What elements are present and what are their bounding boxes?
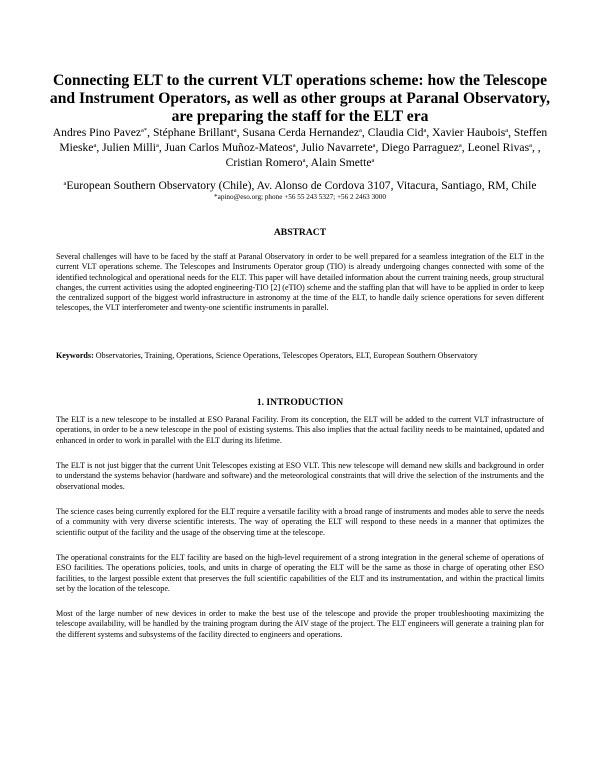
abstract-heading: ABSTRACT bbox=[273, 227, 327, 238]
author-mark: a bbox=[371, 157, 375, 164]
author-name: Andres Pino Pavez bbox=[52, 126, 142, 139]
abstract-text: Several challenges will have to be faced by the staff at Paranal Observatory in order to be well prepared for a seamless integration of the ELT in the current VLT operations scheme. The Telescopes and Instruments Operator group (TIO) is already undergoing changes connected with some of the identified technological and operational needs for the ELT. This paper will have detailed information about the current training needs, group structural changes, the current activities using the adopted engineering-TIO [2] (eTIO) scheme and the staffing plan that will have to be applied in order to keep the centralized support of the biggest world infrastructure in astronomy at the time of the ELT, to handle daily science operations for seven different telescopes, the VLT interferometer and twenty-one scientific instruments in parallel. bbox=[56, 252, 544, 313]
author-mark: a bbox=[292, 142, 296, 149]
author-name: Steffen Mieske bbox=[59, 126, 548, 154]
author-name: Juan Carlos Muñoz-Mateos bbox=[164, 141, 293, 154]
author-mark: a bbox=[423, 127, 427, 134]
keywords-list: Observatories, Training, Operations, Science Operations, Telescopes Operators, ELT, European Southern Observatory bbox=[95, 351, 478, 360]
author-name: Leonel Rivas bbox=[467, 141, 530, 154]
affiliation-mark: a bbox=[63, 180, 67, 187]
author-mark: a bbox=[529, 142, 532, 149]
author-mark: a bbox=[93, 142, 97, 149]
author-name: Cristian Romero bbox=[225, 156, 303, 169]
affiliation bbox=[40, 179, 560, 192]
intro-paragraph: Most of the large number of new devices in order to make the best use of the telescope and provide the proper troubleshooting maximizing the telescope availability, will be handled by the training program during the AIV stage of the project. The ELT engineers will generate a training plan for the different systems and subsystems of the facility directed to engineers and operations. bbox=[56, 609, 544, 639]
author-name: Susana Cerda Hernandez bbox=[242, 126, 360, 139]
author-mark: a bbox=[155, 142, 159, 149]
author-mark: a bbox=[359, 127, 362, 134]
author-name: Julio Navarrete bbox=[301, 141, 373, 154]
keywords-label: Keywords: bbox=[56, 351, 94, 360]
intro-paragraph: The ELT is not just bigger that the current Unit Telescopes existing at ESO VLT. This new telescope will demand new skills and background in order to understand the systems behavior (hardware and software) and the meteorological constraints that will drive the selection of the instruments and the observational modes. bbox=[56, 461, 544, 491]
author-mark: a bbox=[302, 157, 306, 164]
author-name: Claudia Cid bbox=[367, 126, 424, 139]
author-name: Julien Milli bbox=[102, 141, 156, 154]
affiliation-text: European Southern Observatory (Chile), Av. Alonso de Cordova 3107, Vitacura, Santiago, RM, Chile bbox=[66, 179, 537, 192]
author-name: Alain Smette bbox=[310, 156, 372, 169]
author-mark: a bbox=[458, 142, 462, 149]
author-name: Xavier Haubois bbox=[432, 126, 506, 139]
contact-line: *apino@eso.org; phone +56 55 243 5327; +56 2 2463 3000 bbox=[214, 193, 386, 201]
author-mark: a bbox=[505, 127, 509, 134]
author-mark: a bbox=[372, 142, 376, 149]
intro-paragraph: The science cases being currently explored for the ELT require a versatile facility with a broad range of instruments and modes able to serve the needs of a community with very diverse scientific interests. The way of operating the ELT will respond to these needs in a manner that optimizes the scientific output of the facility and the usage of the observing time at the telescope. bbox=[56, 507, 544, 537]
author-name: Stéphane Brillant bbox=[152, 126, 234, 139]
author-mark: a bbox=[233, 127, 237, 134]
paper-title: Connecting ELT to the current VLT operations scheme: how the Telescope and Instrument Operators, as well as other groups at Paranal Observatory, are preparing the staff for the ELT era bbox=[49, 72, 551, 125]
intro-paragraph: The ELT is a new telescope to be installed at ESO Paranal Facility. From its conception, the ELT will be added to the current VLT infrastructure of operations, in order to be a new telescope in the pool of existing systems. This also implies that the actual facility needs to be maintained, updated and enhanced in order to work in parallel with the ELT during its lifetime. bbox=[56, 415, 544, 445]
author-mark: a* bbox=[141, 127, 148, 134]
introduction-heading: 1. INTRODUCTION bbox=[256, 397, 344, 408]
intro-paragraph: The operational constraints for the ELT facility are based on the high-level requirement of a strong integration in the general scheme of operations of ESO facilities. The operations policies, tools, and units in charge of operating the ELT will be the same as those in charge of operating other ESO facilities, to the largest possible extent that preserves the full scientific capabilities of the ELT and its instrumentation, and within the practical limits set by the location of the telescope. bbox=[56, 553, 544, 593]
keywords bbox=[56, 351, 544, 361]
author-list: Andres Pino Pavez$^{a*}$, Stéphane Brillant$^a$, Susana Cerda Hernandez$^a$, Claudia Cid$^a$, Xavier Haubois$^a$, Steffen Mieske$^a$, Julien Milli$^a$, Juan Carlos Muñoz-Mateos$^a$, Julio Navarrete$^a$, Diego Parraguez$^a$, Leonel Rivas$^a$, , Cristian Romero$^a$, Alain Smette$^a$ bbox=[52, 126, 548, 169]
author-name: Diego Parraguez bbox=[381, 141, 459, 154]
